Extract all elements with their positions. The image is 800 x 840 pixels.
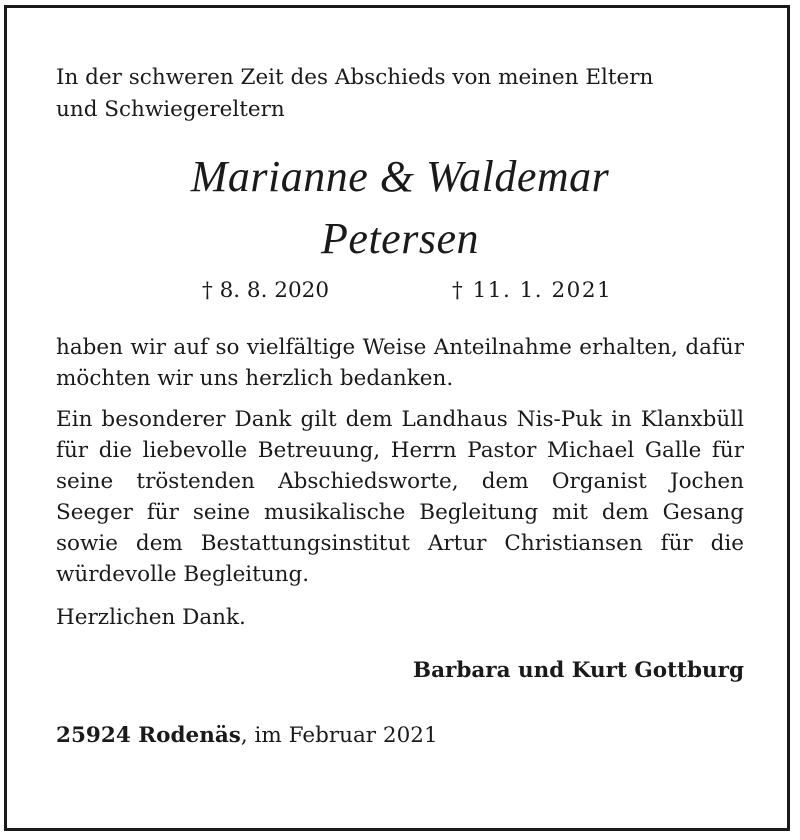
location-date	[56, 720, 744, 751]
signature: Barbara und Kurt Gottburg	[412, 658, 744, 683]
obituary-notice	[56, 62, 744, 751]
names-line-2: Petersen	[321, 214, 479, 263]
names-line-1: Marianne & Waldemar	[190, 152, 610, 201]
death-dates	[56, 278, 744, 318]
thanks-paragraph-1: haben wir auf so vielfältige Weise Anteilnahme erhalten, dafür möchten wir uns herzlich bedanken.	[56, 335, 744, 391]
deceased-names	[56, 146, 744, 270]
death-date-1: † 8. 8. 2020	[202, 278, 329, 303]
intro-line-2: und Schwiegereltern	[56, 97, 285, 122]
intro-text	[56, 62, 744, 126]
location-month: , im Februar 2021	[240, 723, 438, 748]
intro-line-1: In der schweren Zeit des Abschieds von meinen Eltern	[56, 65, 654, 90]
location-place: 25924 Rodenäs	[56, 723, 241, 748]
thanks-paragraph-2: Ein besonderer Dank gilt dem Landhaus Nis-Puk in Klanxbüll für die liebevolle Betreuung, Herrn Pastor Michael Galle für seine tröstenden Abschiedsworte, dem Organist Jochen Seeger für seine musikalische Begleitung mit dem Gesang sowie dem Bestattungsinstitut Artur Christiansen für die würdevolle Begleitung.	[56, 407, 744, 587]
death-date-2: † 11. 1. 2021	[452, 278, 613, 303]
thanks-closing: Herzlichen Dank.	[56, 605, 246, 630]
